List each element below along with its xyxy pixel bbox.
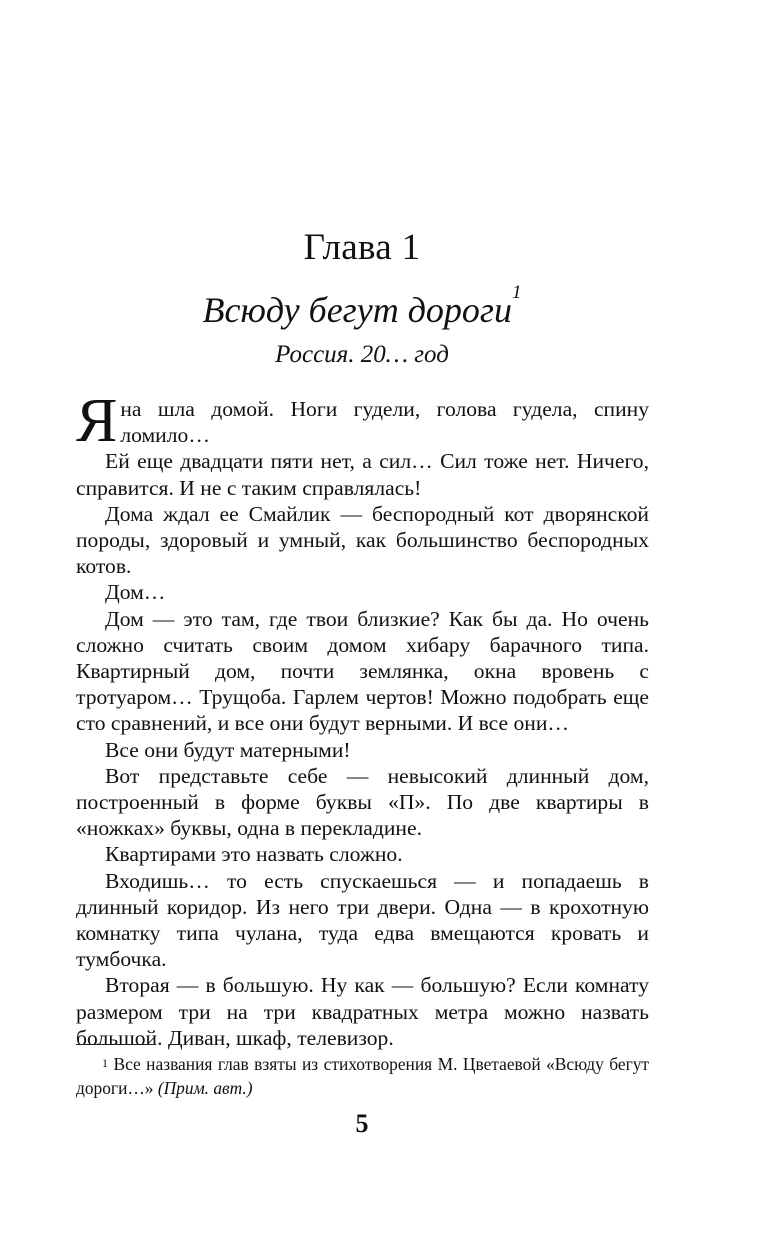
paragraph: Дом…	[105, 580, 166, 605]
chapter-subtitle: Россия. 20… год	[275, 341, 449, 368]
paragraph: Вторая — в большую. Ну как — большую? Если комнату размером три на три квадратных метра можно назвать большой. Диван, шкаф, телевизор.	[76, 973, 649, 1050]
paragraph: Дом — это там, где твои близкие? Как бы да. Но очень сложно считать своим домом хибару барачного типа. Квартирный дом, почти землянка, окна вровень с тротуаром… Трущоба. Гарлем чертов! Можно подобрать еще сто сравнений, и все они будут верными. И все они…	[76, 606, 649, 736]
chapter-number: Глава 1	[303, 227, 421, 268]
footnote	[76, 1052, 649, 1100]
footnote-divider	[76, 1044, 156, 1045]
footnote-reference[interactable]: 1	[511, 282, 522, 303]
footnote-text: Все названия глав взяты из стихотворения М. Цветаевой «Всюду бегут дороги…»	[76, 1054, 649, 1098]
paragraph	[76, 387, 649, 455]
footnote-note: (Прим. авт.)	[157, 1078, 253, 1098]
body-text	[76, 387, 649, 1051]
page-number: 5	[355, 1109, 369, 1138]
chapter-title-text: Всюду бегут дороги	[202, 290, 512, 330]
paragraph: Квартирами это назвать сложно.	[105, 842, 403, 867]
paragraph: Ей еще двадцати пяти нет, а сил… Сил тоже нет. Ничего, справится. И не с таким справлялась!	[76, 449, 649, 500]
chapter-title	[0, 282, 724, 332]
paragraph: Входишь… то есть спускаешься — и попадаешь в длинный коридор. Из него три двери. Одна — в крохотную комнатку типа чулана, туда едва вмещаются кровать и тумбочка.	[76, 868, 649, 972]
paragraph: Дома ждал ее Смайлик — беспородный кот дворянской породы, здоровый и умный, как большинство беспородных котов.	[76, 501, 649, 579]
paragraph: Все они будут матерными!	[105, 737, 351, 762]
footnote-number: 1	[102, 1056, 108, 1070]
paragraph-text: на шла домой. Ноги гудели, голова гудела, спину ломило…	[120, 397, 649, 448]
drop-cap: Я	[76, 387, 118, 455]
paragraph: Вот представьте себе — невысокий длинный дом, построенный в форме буквы «П». По две квартиры в «ножках» буквы, одна в перекладине.	[76, 763, 649, 841]
